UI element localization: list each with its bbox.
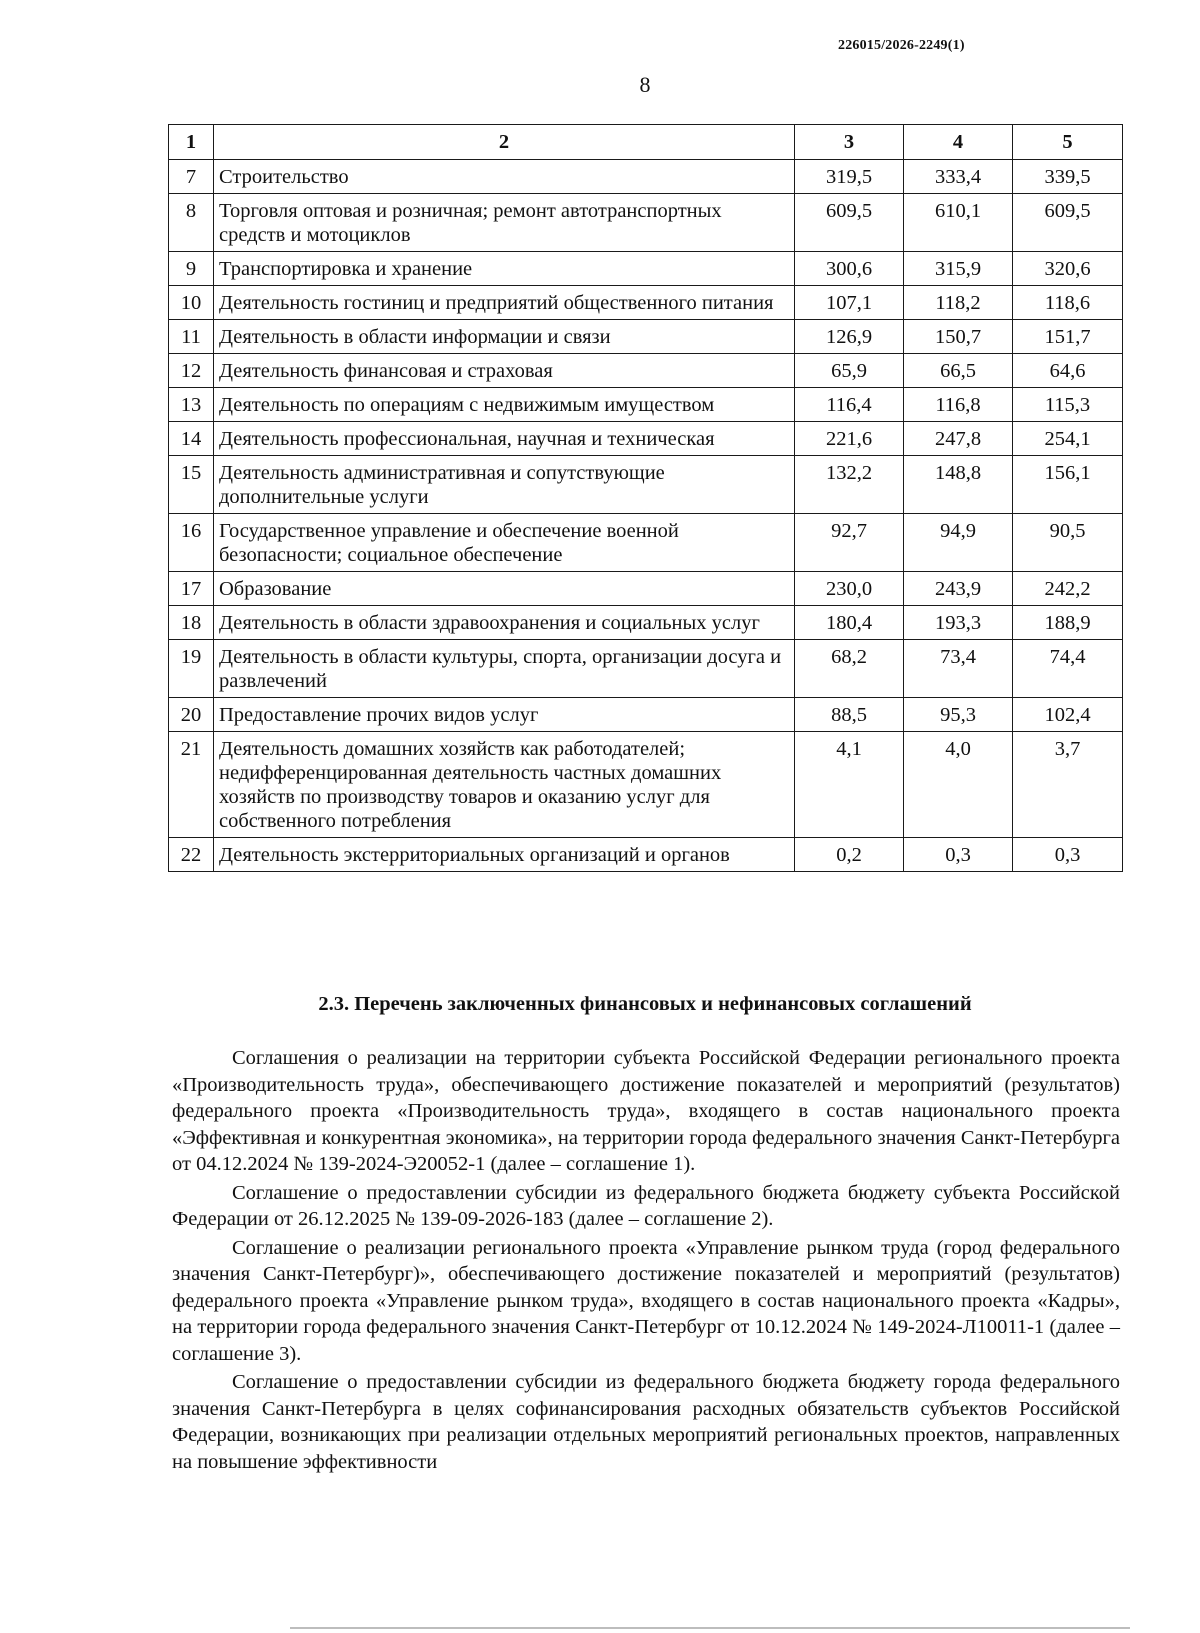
table-row xyxy=(169,514,1123,572)
row-number-cell: 20 xyxy=(169,698,214,732)
row-number-cell: 9 xyxy=(169,252,214,286)
value-cell-col4: 148,8 xyxy=(904,456,1013,514)
activity-name-cell: Деятельность домашних хозяйств как работодателей; недифференцированная деятельность частных домашних хозяйств по производству товаров и оказанию услуг для собственного потребления xyxy=(214,732,795,838)
row-number-cell: 8 xyxy=(169,194,214,252)
value-cell-col5: 188,9 xyxy=(1013,606,1123,640)
table-row xyxy=(169,422,1123,456)
table-row xyxy=(169,194,1123,252)
table-row xyxy=(169,838,1123,872)
value-cell-col4: 116,8 xyxy=(904,388,1013,422)
activity-name-cell: Транспортировка и хранение xyxy=(214,252,795,286)
value-cell-col5: 609,5 xyxy=(1013,194,1123,252)
row-number-cell: 19 xyxy=(169,640,214,698)
column-header: 2 xyxy=(214,125,795,160)
value-cell-col5: 242,2 xyxy=(1013,572,1123,606)
value-cell-col4: 66,5 xyxy=(904,354,1013,388)
page-bottom-rule xyxy=(290,1627,1130,1629)
activity-name-cell: Деятельность экстерриториальных организаций и органов xyxy=(214,838,795,872)
value-cell-col5: 74,4 xyxy=(1013,640,1123,698)
row-number-cell: 10 xyxy=(169,286,214,320)
activity-name-cell: Деятельность гостиниц и предприятий общественного питания xyxy=(214,286,795,320)
table-row xyxy=(169,252,1123,286)
value-cell-col3: 609,5 xyxy=(795,194,904,252)
value-cell-col3: 88,5 xyxy=(795,698,904,732)
table-row xyxy=(169,286,1123,320)
section-title: 2.3. Перечень заключенных финансовых и нефинансовых соглашений xyxy=(318,993,972,1015)
value-cell-col5: 115,3 xyxy=(1013,388,1123,422)
table-row xyxy=(169,388,1123,422)
row-number-cell: 18 xyxy=(169,606,214,640)
row-number-cell: 11 xyxy=(169,320,214,354)
value-cell-col4: 95,3 xyxy=(904,698,1013,732)
column-header: 5 xyxy=(1013,125,1123,160)
paragraph: Соглашение о предоставлении субсидии из федерального бюджета бюджету города федерального значения Санкт-Петербурга в целях софинансирования расходных обязательств субъектов Российской Федерации, возникающих при реализации отдельных мероприятий региональных проектов, направленных на повышение эффективности xyxy=(172,1371,1120,1473)
value-cell-col4: 247,8 xyxy=(904,422,1013,456)
table-row xyxy=(169,732,1123,838)
value-cell-col5: 102,4 xyxy=(1013,698,1123,732)
row-number-cell: 16 xyxy=(169,514,214,572)
value-cell-col4: 73,4 xyxy=(904,640,1013,698)
table-row xyxy=(169,640,1123,698)
value-cell-col5: 156,1 xyxy=(1013,456,1123,514)
value-cell-col3: 300,6 xyxy=(795,252,904,286)
table-row xyxy=(169,572,1123,606)
value-cell-col4: 315,9 xyxy=(904,252,1013,286)
value-cell-col3: 126,9 xyxy=(795,320,904,354)
row-number-cell: 12 xyxy=(169,354,214,388)
table-row xyxy=(169,456,1123,514)
activity-name-cell: Торговля оптовая и розничная; ремонт автотранспортных средств и мотоциклов xyxy=(214,194,795,252)
table-header-row xyxy=(169,125,1123,160)
value-cell-col3: 0,2 xyxy=(795,838,904,872)
value-cell-col3: 92,7 xyxy=(795,514,904,572)
value-cell-col5: 90,5 xyxy=(1013,514,1123,572)
table-row xyxy=(169,698,1123,732)
value-cell-col5: 3,7 xyxy=(1013,732,1123,838)
row-number-cell: 14 xyxy=(169,422,214,456)
value-cell-col3: 68,2 xyxy=(795,640,904,698)
value-cell-col4: 610,1 xyxy=(904,194,1013,252)
row-number-cell: 13 xyxy=(169,388,214,422)
value-cell-col4: 193,3 xyxy=(904,606,1013,640)
activity-name-cell: Деятельность финансовая и страховая xyxy=(214,354,795,388)
column-header: 1 xyxy=(169,125,214,160)
indicators-table xyxy=(168,124,1123,872)
activity-name-cell: Деятельность в области культуры, спорта, организации досуга и развлечений xyxy=(214,640,795,698)
value-cell-col5: 254,1 xyxy=(1013,422,1123,456)
row-number-cell: 21 xyxy=(169,732,214,838)
value-cell-col3: 230,0 xyxy=(795,572,904,606)
value-cell-col5: 339,5 xyxy=(1013,160,1123,194)
row-number-cell: 22 xyxy=(169,838,214,872)
paragraph: Соглашение о предоставлении субсидии из федерального бюджета бюджету субъекта Российской Федерации от 26.12.2025 № 139-09-2026-183 (далее – соглашение 2). xyxy=(172,1181,1120,1230)
page-number: 8 xyxy=(639,72,651,97)
value-cell-col3: 65,9 xyxy=(795,354,904,388)
value-cell-col3: 319,5 xyxy=(795,160,904,194)
table-row xyxy=(169,320,1123,354)
value-cell-col3: 221,6 xyxy=(795,422,904,456)
value-cell-col4: 150,7 xyxy=(904,320,1013,354)
value-cell-col3: 180,4 xyxy=(795,606,904,640)
document-registration-number: 226015/2026-2249(1) xyxy=(838,38,965,53)
activity-name-cell: Деятельность в области информации и связи xyxy=(214,320,795,354)
paragraph: Соглашение о реализации регионального проекта «Управление рынком труда (город федерального значения Санкт-Петербург)», обеспечивающего достижение показателей и мероприятий (результатов) федерального проекта «Управление рынком труда», входящего в состав национального проекта «Кадры», на территории города федерального значения Санкт-Петербург от 10.12.2024 № 149-2024-Л10011-1 (далее – соглашение 3). xyxy=(172,1236,1120,1365)
activity-name-cell: Строительство xyxy=(214,160,795,194)
value-cell-col5: 118,6 xyxy=(1013,286,1123,320)
value-cell-col4: 333,4 xyxy=(904,160,1013,194)
activity-name-cell: Деятельность профессиональная, научная и техническая xyxy=(214,422,795,456)
table-row xyxy=(169,160,1123,194)
activity-name-cell: Деятельность административная и сопутствующие дополнительные услуги xyxy=(214,456,795,514)
activity-name-cell: Деятельность в области здравоохранения и социальных услуг xyxy=(214,606,795,640)
value-cell-col4: 118,2 xyxy=(904,286,1013,320)
activity-name-cell: Государственное управление и обеспечение военной безопасности; социальное обеспечение xyxy=(214,514,795,572)
activity-name-cell: Образование xyxy=(214,572,795,606)
value-cell-col3: 4,1 xyxy=(795,732,904,838)
value-cell-col4: 94,9 xyxy=(904,514,1013,572)
row-number-cell: 17 xyxy=(169,572,214,606)
column-header: 3 xyxy=(795,125,904,160)
value-cell-col5: 320,6 xyxy=(1013,252,1123,286)
value-cell-col3: 132,2 xyxy=(795,456,904,514)
value-cell-col4: 243,9 xyxy=(904,572,1013,606)
column-header: 4 xyxy=(904,125,1013,160)
activity-name-cell: Предоставление прочих видов услуг xyxy=(214,698,795,732)
table-row xyxy=(169,354,1123,388)
value-cell-col5: 151,7 xyxy=(1013,320,1123,354)
value-cell-col4: 4,0 xyxy=(904,732,1013,838)
row-number-cell: 15 xyxy=(169,456,214,514)
value-cell-col5: 64,6 xyxy=(1013,354,1123,388)
paragraph: Соглашения о реализации на территории субъекта Российской Федерации регионального проекта «Производительность труда», обеспечивающего достижение показателей и мероприятий (результатов) федерального проекта «Производительность труда», входящего в состав национального проекта «Эффективная и конкурентная экономика», на территории города федерального значения Санкт-Петербурга от 04.12.2024 № 139-2024-Э20052-1 (далее – соглашение 1). xyxy=(172,1047,1120,1175)
value-cell-col3: 116,4 xyxy=(795,388,904,422)
value-cell-col4: 0,3 xyxy=(904,838,1013,872)
table-row xyxy=(169,606,1123,640)
value-cell-col3: 107,1 xyxy=(795,286,904,320)
table-body xyxy=(169,160,1123,872)
row-number-cell: 7 xyxy=(169,160,214,194)
value-cell-col5: 0,3 xyxy=(1013,838,1123,872)
section-body xyxy=(172,1045,1120,1477)
activity-name-cell: Деятельность по операциям с недвижимым имуществом xyxy=(214,388,795,422)
